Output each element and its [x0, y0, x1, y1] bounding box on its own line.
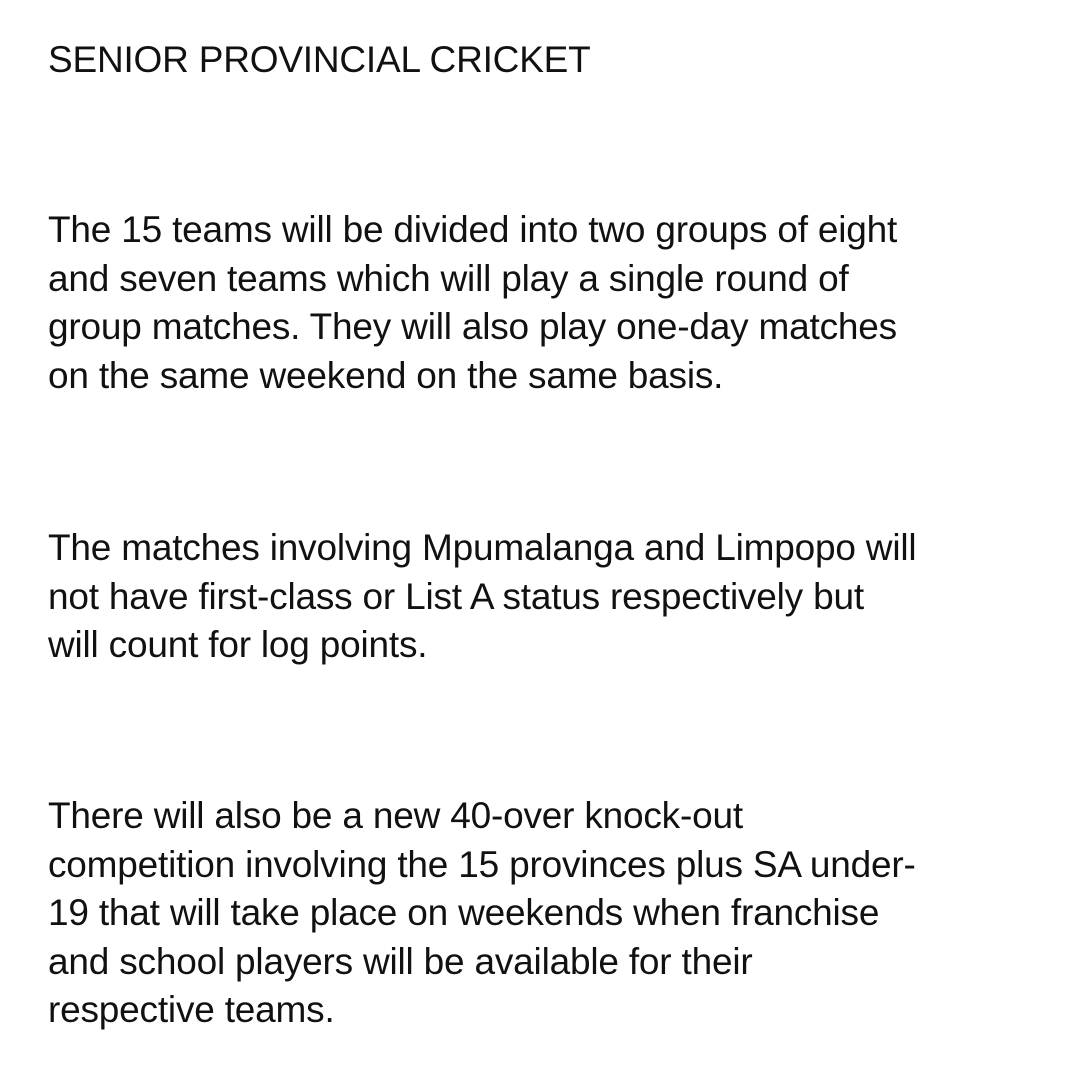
paragraph-knockout-competition: There will also be a new 40-over knock-out competition involving the 15 provinces plus SA under- 19 that will take place on weekends when franchise and school players will be available for their respective teams.	[48, 795, 916, 1030]
paragraph-status-note: The matches involving Mpumalanga and Limpopo will not have first-class or List A status respectively but will count for log points.	[48, 527, 917, 665]
paragraph-group-format: The 15 teams will be divided into two groups of eight and seven teams which will play a single round of group matches. They will also play one-day matches on the same weekend on the same basis.	[48, 209, 898, 396]
document-title: SENIOR PROVINCIAL CRICKET	[48, 39, 591, 80]
